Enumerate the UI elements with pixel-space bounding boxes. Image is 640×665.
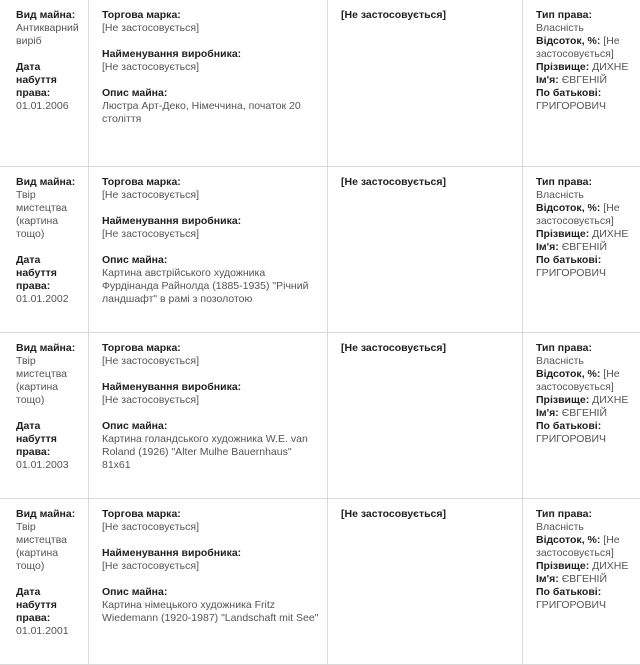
manufacturer-value: [Не застосовується] <box>102 228 199 240</box>
description-value: Картина австрійського художника Фурдінанда Райнолда (1885-1935) "Річний ландшафт" в рамі з позолотою <box>102 267 308 305</box>
manufacturer-label: Найменування виробника: <box>102 215 241 227</box>
patronymic-label: По батькові: <box>536 254 601 266</box>
date-label: Дата набуття права: <box>16 254 56 293</box>
not-applicable-value: [Не застосовується] <box>341 176 446 188</box>
share-value: [Не застосовується] <box>536 368 620 393</box>
date-value: 01.01.2001 <box>16 625 69 637</box>
description-value: Люстра Арт-Деко, Німеччина, початок 20 століття <box>102 100 301 125</box>
description-label: Опис майна: <box>102 87 167 99</box>
name-label: Ім'я: <box>536 241 559 253</box>
type-label: Вид майна: <box>16 9 75 21</box>
right-type-value: Власність <box>536 22 584 34</box>
not-applicable-cell <box>328 166 523 332</box>
share-value: [Не застосовується] <box>536 534 620 559</box>
table-row <box>0 0 640 166</box>
type-date-cell <box>0 0 89 166</box>
ownership-cell <box>523 166 640 332</box>
manufacturer-value: [Не застосовується] <box>102 560 199 572</box>
not-applicable-cell <box>328 498 523 664</box>
name-value: ЄВГЕНІЙ <box>562 573 607 585</box>
share-label: Відсоток, %: <box>536 35 600 47</box>
date-value: 01.01.2006 <box>16 100 69 112</box>
trademark-label: Торгова марка: <box>102 9 181 21</box>
share-value: [Не застосовується] <box>536 202 620 227</box>
name-label: Ім'я: <box>536 74 559 86</box>
details-cell <box>89 332 328 498</box>
right-type-label: Тип права: <box>536 176 592 188</box>
table-row <box>0 498 640 664</box>
type-label: Вид майна: <box>16 342 75 354</box>
manufacturer-label: Найменування виробника: <box>102 48 241 60</box>
name-value: ЄВГЕНІЙ <box>562 407 607 419</box>
ownership-cell <box>523 498 640 664</box>
description-label: Опис майна: <box>102 254 167 266</box>
trademark-value: [Не застосовується] <box>102 521 199 533</box>
type-label: Вид майна: <box>16 508 75 520</box>
type-value: Твір мистецтва (картина тощо) <box>16 355 67 406</box>
surname-label: Прізвище: <box>536 228 589 240</box>
type-value: Антикварний виріб <box>16 22 79 47</box>
not-applicable-value: [Не застосовується] <box>341 342 446 354</box>
description-label: Опис майна: <box>102 586 167 598</box>
right-type-label: Тип права: <box>536 342 592 354</box>
date-label: Дата набуття права: <box>16 61 56 100</box>
surname-value: ДИХНЕ <box>592 61 628 73</box>
right-type-label: Тип права: <box>536 508 592 520</box>
not-applicable-cell <box>328 0 523 166</box>
description-value: Картина німецького художника Fritz Wiedemann (1920-1987) "Landschaft mit See" <box>102 599 318 624</box>
trademark-value: [Не застосовується] <box>102 22 199 34</box>
manufacturer-label: Найменування виробника: <box>102 381 241 393</box>
surname-label: Прізвище: <box>536 61 589 73</box>
trademark-value: [Не застосовується] <box>102 355 199 367</box>
patronymic-value: ГРИГОРОВИЧ <box>536 599 606 611</box>
manufacturer-value: [Не застосовується] <box>102 394 199 406</box>
table-row <box>0 332 640 498</box>
type-date-cell <box>0 498 89 664</box>
name-label: Ім'я: <box>536 573 559 585</box>
not-applicable-value: [Не застосовується] <box>341 508 446 520</box>
details-cell <box>89 0 328 166</box>
details-cell <box>89 498 328 664</box>
share-label: Відсоток, %: <box>536 534 600 546</box>
not-applicable-cell <box>328 332 523 498</box>
right-type-label: Тип права: <box>536 9 592 21</box>
date-value: 01.01.2003 <box>16 459 69 471</box>
surname-label: Прізвище: <box>536 394 589 406</box>
patronymic-label: По батькові: <box>536 420 601 432</box>
date-label: Дата набуття права: <box>16 586 56 625</box>
date-label: Дата набуття права: <box>16 420 56 459</box>
right-type-value: Власність <box>536 521 584 533</box>
date-value: 01.01.2002 <box>16 293 69 305</box>
trademark-value: [Не застосовується] <box>102 189 199 201</box>
patronymic-label: По батькові: <box>536 586 601 598</box>
share-label: Відсоток, %: <box>536 202 600 214</box>
type-value: Твір мистецтва (картина тощо) <box>16 521 67 572</box>
manufacturer-label: Найменування виробника: <box>102 547 241 559</box>
ownership-cell <box>523 332 640 498</box>
share-value: [Не застосовується] <box>536 35 620 60</box>
patronymic-label: По батькові: <box>536 87 601 99</box>
patronymic-value: ГРИГОРОВИЧ <box>536 267 606 279</box>
manufacturer-value: [Не застосовується] <box>102 61 199 73</box>
right-type-value: Власність <box>536 189 584 201</box>
trademark-label: Торгова марка: <box>102 342 181 354</box>
surname-value: ДИХНЕ <box>592 228 628 240</box>
patronymic-value: ГРИГОРОВИЧ <box>536 100 606 112</box>
name-label: Ім'я: <box>536 407 559 419</box>
details-cell <box>89 166 328 332</box>
right-type-value: Власність <box>536 355 584 367</box>
type-value: Твір мистецтва (картина тощо) <box>16 189 67 240</box>
trademark-label: Торгова марка: <box>102 508 181 520</box>
type-label: Вид майна: <box>16 176 75 188</box>
type-date-cell <box>0 166 89 332</box>
surname-value: ДИХНЕ <box>592 560 628 572</box>
name-value: ЄВГЕНІЙ <box>562 241 607 253</box>
table-row <box>0 166 640 332</box>
not-applicable-value: [Не застосовується] <box>341 9 446 21</box>
surname-label: Прізвище: <box>536 560 589 572</box>
name-value: ЄВГЕНІЙ <box>562 74 607 86</box>
share-label: Відсоток, %: <box>536 368 600 380</box>
surname-value: ДИХНЕ <box>592 394 628 406</box>
description-label: Опис майна: <box>102 420 167 432</box>
ownership-cell <box>523 0 640 166</box>
trademark-label: Торгова марка: <box>102 176 181 188</box>
patronymic-value: ГРИГОРОВИЧ <box>536 433 606 445</box>
description-value: Картина голандського художника W.E. van Roland (1926) "Alter Mulhe Bauernhaus" 81x61 <box>102 433 308 471</box>
type-date-cell <box>0 332 89 498</box>
